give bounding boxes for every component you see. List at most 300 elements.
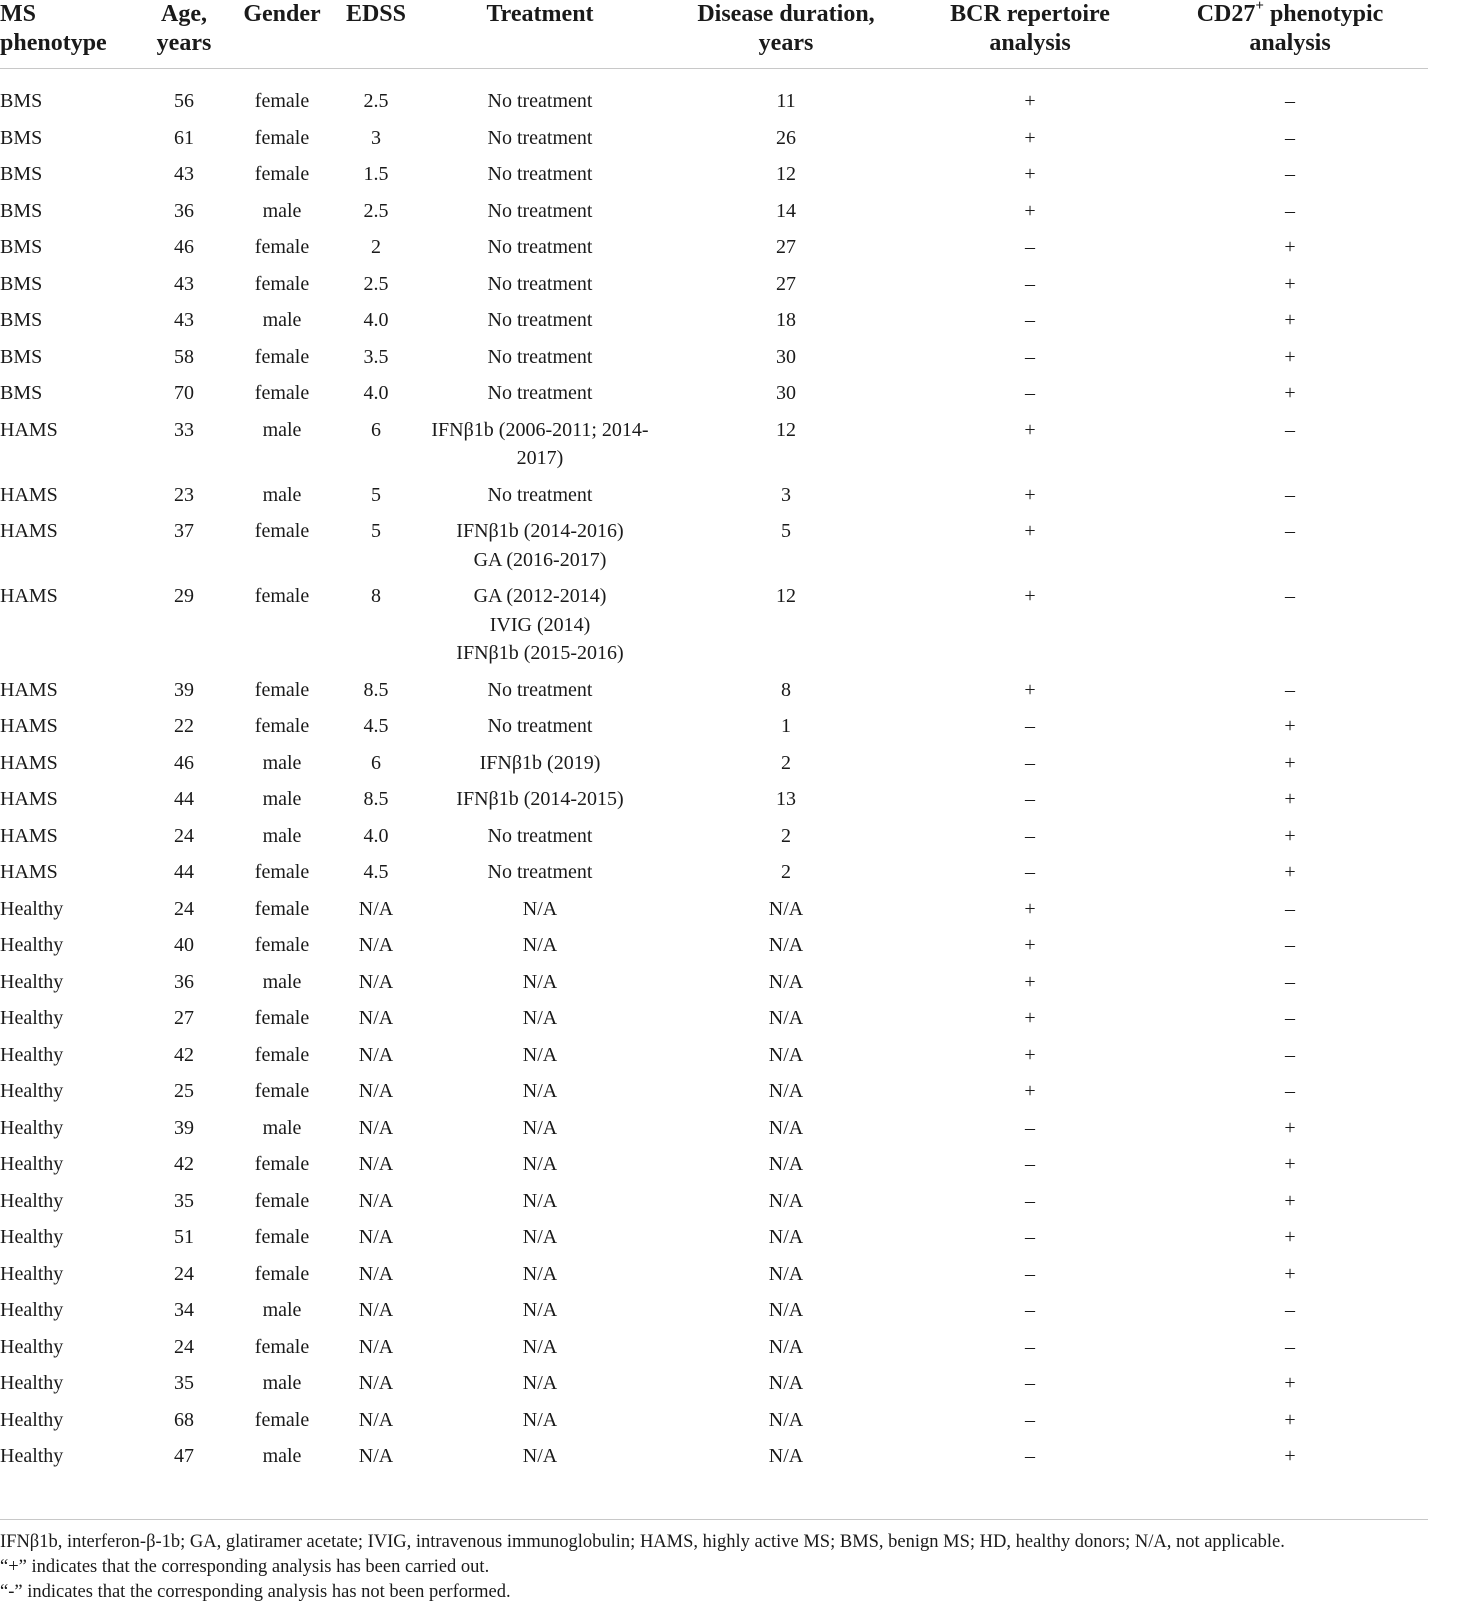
cell-treatment <box>416 379 664 416</box>
treatment-line: N/A <box>522 1153 558 1175</box>
cell-disease-duration: N/A <box>768 934 804 956</box>
cell-treatment <box>416 1333 664 1370</box>
treatment-line: N/A <box>522 1299 558 1321</box>
cell-gender: female <box>254 585 310 607</box>
header-line: Disease duration, <box>697 1 875 27</box>
cell-cd27-analysis: – <box>1285 1299 1295 1321</box>
cell-bcr-analysis: – <box>1025 788 1035 810</box>
cell-gender: female <box>254 126 310 149</box>
cell-ms-phenotype: Healthy <box>0 1080 64 1102</box>
cell-disease-duration: 2 <box>781 861 791 883</box>
treatment-line: No treatment <box>487 715 593 737</box>
cell-edss: 8.5 <box>363 678 389 701</box>
cell-ms-phenotype: HAMS <box>0 824 58 847</box>
treatment-line: N/A <box>522 1189 558 1212</box>
treatment-line: IFNβ1b (2014-2016) <box>456 520 624 542</box>
cell-treatment <box>416 1296 664 1333</box>
cell-ms-phenotype: Healthy <box>0 1007 64 1029</box>
cell-disease-duration: N/A <box>768 897 804 920</box>
cell-disease-duration: 2 <box>781 824 791 847</box>
cell-age: 68 <box>174 1408 194 1431</box>
cell-gender: female <box>254 1043 310 1066</box>
cell-ms-phenotype: Healthy <box>0 1226 64 1248</box>
cell-age: 46 <box>174 236 194 258</box>
treatment-line: N/A <box>522 1043 558 1066</box>
cell-gender: female <box>254 520 310 542</box>
cell-ms-phenotype: HAMS <box>0 751 58 774</box>
cell-edss: N/A <box>358 1226 394 1248</box>
cell-bcr-analysis: + <box>1024 483 1036 506</box>
table-row <box>0 1114 1428 1151</box>
cell-ms-phenotype: BMS <box>0 199 43 222</box>
table-row <box>0 931 1428 968</box>
treatment-line: IFNβ1b (2019) <box>479 751 601 774</box>
treatment-line: N/A <box>522 1007 558 1029</box>
cell-treatment <box>416 416 664 481</box>
cell-edss: N/A <box>358 1335 394 1358</box>
cell-treatment <box>416 931 664 968</box>
table-footnotes <box>0 1519 1428 1605</box>
cell-treatment <box>416 676 664 713</box>
cell-age: 24 <box>174 824 194 847</box>
cell-ms-phenotype: Healthy <box>0 1408 64 1431</box>
cell-edss: N/A <box>358 1299 394 1321</box>
cell-treatment <box>416 1004 664 1041</box>
cell-cd27-analysis: + <box>1284 1116 1296 1139</box>
cell-bcr-analysis: – <box>1025 1299 1035 1321</box>
cell-disease-duration: 5 <box>781 520 791 542</box>
cell-disease-duration: 12 <box>776 418 796 441</box>
cell-ms-phenotype: HAMS <box>0 678 58 701</box>
cell-ms-phenotype: HAMS <box>0 861 58 883</box>
cell-cd27-analysis: – <box>1285 1335 1295 1358</box>
cell-cd27-analysis: – <box>1285 585 1295 607</box>
cell-cd27-analysis: + <box>1284 1153 1296 1175</box>
cell-edss: 4.5 <box>363 715 389 737</box>
cell-ms-phenotype: HAMS <box>0 520 58 542</box>
cell-disease-duration: 1 <box>781 715 791 737</box>
cell-disease-duration: 12 <box>776 163 796 185</box>
cell-disease-duration: 3 <box>781 483 791 506</box>
cell-bcr-analysis: + <box>1024 90 1036 112</box>
cell-disease-duration: N/A <box>768 1335 804 1358</box>
table-row <box>0 1333 1428 1370</box>
cell-edss: 8.5 <box>363 788 389 810</box>
cell-bcr-analysis: + <box>1024 126 1036 149</box>
cell-age: 24 <box>174 1262 194 1285</box>
cell-cd27-analysis: + <box>1284 861 1296 883</box>
cell-gender: female <box>254 1262 310 1285</box>
cell-ms-phenotype: BMS <box>0 163 43 185</box>
header-text: CD27 <box>1196 1 1256 27</box>
cell-cd27-analysis: + <box>1284 382 1296 404</box>
treatment-line: No treatment <box>487 163 593 185</box>
cell-treatment <box>416 749 664 786</box>
cell-ms-phenotype: HAMS <box>0 788 58 810</box>
cell-ms-phenotype: Healthy <box>0 1299 64 1321</box>
cell-age: 44 <box>174 788 194 810</box>
cell-treatment <box>416 582 664 676</box>
cell-gender: female <box>254 163 310 185</box>
header-text: phenotypic <box>1269 1 1384 27</box>
cell-gender: male <box>262 824 302 847</box>
table-row <box>0 306 1428 343</box>
header-bcr-repertoire <box>908 0 1152 69</box>
header-gender <box>228 0 336 69</box>
cell-disease-duration: N/A <box>768 1445 804 1467</box>
cell-treatment <box>416 895 664 932</box>
cell-bcr-analysis: + <box>1024 520 1036 542</box>
cell-bcr-analysis: + <box>1024 897 1036 920</box>
cell-age: 70 <box>174 382 194 404</box>
cell-bcr-analysis: – <box>1025 824 1035 847</box>
cell-disease-duration: N/A <box>768 1080 804 1102</box>
cell-ms-phenotype: Healthy <box>0 1043 64 1066</box>
cell-cd27-analysis: – <box>1285 897 1295 920</box>
cell-cd27-analysis: – <box>1285 1007 1295 1029</box>
treatment-line: No treatment <box>487 861 593 883</box>
table-row <box>0 822 1428 859</box>
cell-age: 24 <box>174 1335 194 1358</box>
cell-edss: N/A <box>358 934 394 956</box>
cell-gender: female <box>254 345 310 368</box>
cell-disease-duration: N/A <box>768 1372 804 1394</box>
treatment-line: No treatment <box>487 483 593 506</box>
cell-disease-duration: 30 <box>776 382 796 404</box>
table-body <box>0 69 1428 1479</box>
cell-treatment <box>416 712 664 749</box>
treatment-line: GA (2012-2014) <box>473 585 607 607</box>
footnote-minus: “-” indicates that the corresponding analysis has not been performed. <box>0 1582 511 1602</box>
cell-ms-phenotype: HAMS <box>0 715 58 737</box>
cell-bcr-analysis: – <box>1025 715 1035 737</box>
treatment-line: N/A <box>522 1080 558 1102</box>
footnote-abbreviations: IFNβ1b, interferon-β-1b; GA, glatiramer acetate; IVIG, intravenous immunoglobulin; HAMS, highly active MS; BMS, benign MS; HD, healthy donors; N/A, not applicable. <box>0 1532 1285 1552</box>
cell-edss: N/A <box>358 1189 394 1212</box>
treatment-line: No treatment <box>487 824 593 847</box>
cell-gender: female <box>254 678 310 701</box>
cell-edss: 5 <box>371 483 381 506</box>
cell-ms-phenotype: BMS <box>0 382 43 404</box>
cell-cd27-analysis: – <box>1285 199 1295 222</box>
header-line: years <box>156 30 212 56</box>
treatment-line: No treatment <box>487 272 593 295</box>
header-line <box>1154 0 1426 29</box>
cell-ms-phenotype: Healthy <box>0 1189 64 1212</box>
cell-cd27-analysis: – <box>1285 678 1295 701</box>
cell-age: 61 <box>174 126 194 149</box>
header-cd27-phenotypic <box>1152 0 1428 69</box>
cell-bcr-analysis: + <box>1024 1080 1036 1102</box>
cell-treatment <box>416 1260 664 1297</box>
treatment-line: No treatment <box>487 345 593 368</box>
cell-bcr-analysis: – <box>1025 345 1035 368</box>
cell-cd27-analysis: – <box>1285 520 1295 542</box>
cell-cd27-analysis: + <box>1284 824 1296 847</box>
header-line: EDSS <box>345 1 407 27</box>
cell-disease-duration: N/A <box>768 1408 804 1431</box>
cell-age: 46 <box>174 751 194 774</box>
cell-treatment <box>416 1041 664 1078</box>
cell-age: 56 <box>174 90 194 112</box>
cell-gender: male <box>262 751 302 774</box>
header-line: analysis <box>1249 30 1331 56</box>
cell-age: 39 <box>174 1116 194 1139</box>
cell-gender: male <box>262 199 302 222</box>
table-row <box>0 785 1428 822</box>
cell-edss: N/A <box>358 897 394 920</box>
cell-bcr-analysis: + <box>1024 934 1036 956</box>
cell-bcr-analysis: – <box>1025 1445 1035 1467</box>
cell-treatment <box>416 517 664 582</box>
cell-gender: female <box>254 861 310 883</box>
cell-disease-duration: N/A <box>768 1116 804 1139</box>
cell-age: 23 <box>174 483 194 506</box>
cell-cd27-analysis: – <box>1285 1043 1295 1066</box>
cell-disease-duration: 18 <box>776 309 796 331</box>
table-row <box>0 968 1428 1005</box>
cell-ms-phenotype: BMS <box>0 90 43 112</box>
cell-treatment <box>416 124 664 161</box>
cell-cd27-analysis: + <box>1284 1372 1296 1394</box>
cell-edss: N/A <box>358 1153 394 1175</box>
table-row <box>0 69 1428 124</box>
cell-gender: female <box>254 382 310 404</box>
cell-treatment <box>416 822 664 859</box>
cell-bcr-analysis: – <box>1025 236 1035 258</box>
treatment-line: IVIG (2014) <box>489 613 591 636</box>
cell-treatment <box>416 968 664 1005</box>
cell-cd27-analysis: + <box>1284 345 1296 368</box>
cell-cd27-analysis: – <box>1285 163 1295 185</box>
cell-ms-phenotype: HAMS <box>0 585 58 607</box>
header-line: BCR repertoire <box>950 1 1110 27</box>
treatment-line: N/A <box>522 1226 558 1248</box>
treatment-line: N/A <box>522 897 558 920</box>
cell-edss: N/A <box>358 1043 394 1066</box>
cell-age: 33 <box>174 418 194 441</box>
table-row <box>0 270 1428 307</box>
table-row <box>0 197 1428 234</box>
cell-cd27-analysis: – <box>1285 970 1295 993</box>
cell-edss: 5 <box>371 520 381 542</box>
cell-cd27-analysis: + <box>1284 1445 1296 1467</box>
cell-disease-duration: N/A <box>768 1153 804 1175</box>
table-row <box>0 582 1428 676</box>
cell-bcr-analysis: – <box>1025 751 1035 774</box>
cell-treatment <box>416 1150 664 1187</box>
cell-age: 24 <box>174 897 194 920</box>
cell-bcr-analysis: + <box>1024 418 1036 441</box>
cell-cd27-analysis: + <box>1284 1226 1296 1248</box>
table-row <box>0 1077 1428 1114</box>
treatment-line: N/A <box>522 1262 558 1285</box>
table-row <box>0 343 1428 380</box>
cell-bcr-analysis: – <box>1025 309 1035 331</box>
treatment-line: N/A <box>522 934 558 956</box>
cell-ms-phenotype: BMS <box>0 236 43 258</box>
cell-treatment <box>416 343 664 380</box>
cell-edss: 2.5 <box>363 90 389 112</box>
cell-edss: N/A <box>358 1445 394 1467</box>
header-ms-phenotype <box>0 0 140 69</box>
cell-edss: 6 <box>371 751 381 774</box>
cell-disease-duration: 2 <box>781 751 791 774</box>
cell-gender: female <box>254 897 310 920</box>
table-row <box>0 1187 1428 1224</box>
cell-treatment <box>416 1406 664 1443</box>
cell-edss: 3.5 <box>363 345 389 368</box>
cell-age: 35 <box>174 1189 194 1212</box>
table-row <box>0 416 1428 481</box>
cell-disease-duration: N/A <box>768 970 804 993</box>
cell-gender: female <box>254 90 310 112</box>
cell-edss: N/A <box>358 970 394 993</box>
cell-age: 42 <box>174 1043 194 1066</box>
table-row <box>0 481 1428 518</box>
cell-gender: female <box>254 1189 310 1212</box>
cell-disease-duration: 8 <box>781 678 791 701</box>
cell-ms-phenotype: Healthy <box>0 1116 64 1139</box>
treatment-line: N/A <box>522 1372 558 1394</box>
cell-edss: 3 <box>371 126 381 149</box>
table-row <box>0 858 1428 895</box>
cell-gender: female <box>254 236 310 258</box>
cell-treatment <box>416 1223 664 1260</box>
cell-cd27-analysis: + <box>1284 1189 1296 1212</box>
header-line: Gender <box>243 1 321 27</box>
table-row <box>0 1004 1428 1041</box>
cell-bcr-analysis: – <box>1025 272 1035 295</box>
cell-gender: male <box>262 483 302 506</box>
table-row <box>0 1369 1428 1406</box>
cell-cd27-analysis: + <box>1284 309 1296 331</box>
header-line: analysis <box>989 30 1071 56</box>
cell-age: 47 <box>174 1445 194 1467</box>
table-row <box>0 160 1428 197</box>
cell-disease-duration: 14 <box>776 199 796 222</box>
cell-gender: female <box>254 1408 310 1431</box>
cell-gender: male <box>262 1372 302 1394</box>
header-treatment <box>416 0 664 69</box>
table-row <box>0 1260 1428 1297</box>
cell-age: 44 <box>174 861 194 883</box>
cell-bcr-analysis: + <box>1024 1043 1036 1066</box>
cell-bcr-analysis: – <box>1025 382 1035 404</box>
cell-disease-duration: 26 <box>776 126 796 149</box>
cell-cd27-analysis: + <box>1284 1262 1296 1285</box>
cell-bcr-analysis: + <box>1024 585 1036 607</box>
cell-cd27-analysis: – <box>1285 418 1295 441</box>
table-row <box>0 749 1428 786</box>
cell-edss: 2.5 <box>363 272 389 295</box>
cell-ms-phenotype: BMS <box>0 345 43 368</box>
table-row <box>0 676 1428 713</box>
header-line: phenotype <box>0 30 107 56</box>
cell-edss: 4.0 <box>363 824 389 847</box>
cell-cd27-analysis: – <box>1285 483 1295 506</box>
table-row <box>0 1150 1428 1187</box>
cell-edss: N/A <box>358 1262 394 1285</box>
cell-ms-phenotype: Healthy <box>0 934 64 956</box>
cell-cd27-analysis: + <box>1284 272 1296 295</box>
cell-bcr-analysis: – <box>1025 1189 1035 1212</box>
treatment-line: 2017) <box>516 447 564 469</box>
cell-cd27-analysis: + <box>1284 751 1296 774</box>
cell-gender: female <box>254 1153 310 1175</box>
cell-gender: female <box>254 272 310 295</box>
table-row <box>0 379 1428 416</box>
table-row <box>0 1442 1428 1479</box>
header-line: MS <box>0 1 36 27</box>
cell-bcr-analysis: + <box>1024 970 1036 993</box>
cell-disease-duration: N/A <box>768 1262 804 1285</box>
header-edss <box>336 0 416 69</box>
table-row <box>0 1406 1428 1443</box>
table-row <box>0 233 1428 270</box>
cell-edss: 4.0 <box>363 309 389 331</box>
treatment-line: IFNβ1b (2015-2016) <box>456 642 624 664</box>
cell-age: 37 <box>174 520 194 542</box>
treatment-line: No treatment <box>487 199 593 222</box>
treatment-line: N/A <box>522 1445 558 1467</box>
cell-bcr-analysis: – <box>1025 1116 1035 1139</box>
table-header-row <box>0 0 1428 69</box>
cell-gender: male <box>262 1445 302 1467</box>
header-line: Treatment <box>486 1 594 27</box>
treatment-line: No treatment <box>487 236 593 258</box>
cell-gender: female <box>254 1335 310 1358</box>
cell-age: 51 <box>174 1226 194 1248</box>
cell-gender: female <box>254 1226 310 1248</box>
cell-bcr-analysis: – <box>1025 1226 1035 1248</box>
cell-edss: 1.5 <box>363 163 389 185</box>
cell-edss: 4.0 <box>363 382 389 404</box>
header-age <box>140 0 228 69</box>
cell-edss: N/A <box>358 1080 394 1102</box>
cell-age: 36 <box>174 199 194 222</box>
cell-bcr-analysis: – <box>1025 1153 1035 1175</box>
treatment-line: IFNβ1b (2006-2011; 2014- <box>431 418 649 441</box>
cell-gender: female <box>254 1007 310 1029</box>
cell-gender: male <box>262 788 302 810</box>
cell-disease-duration: N/A <box>768 1043 804 1066</box>
cell-cd27-analysis: + <box>1284 788 1296 810</box>
cell-edss: N/A <box>358 1007 394 1029</box>
cell-bcr-analysis: + <box>1024 163 1036 185</box>
table-row <box>0 517 1428 582</box>
cell-edss: N/A <box>358 1116 394 1139</box>
cell-treatment <box>416 160 664 197</box>
cell-bcr-analysis: – <box>1025 1262 1035 1285</box>
cell-disease-duration: N/A <box>768 1226 804 1248</box>
cell-gender: female <box>254 1080 310 1102</box>
cell-ms-phenotype: Healthy <box>0 1372 64 1394</box>
cell-cd27-analysis: – <box>1285 1080 1295 1102</box>
cell-treatment <box>416 1442 664 1479</box>
treatment-line: No treatment <box>487 678 593 701</box>
cell-treatment <box>416 197 664 234</box>
cell-cd27-analysis: + <box>1284 1408 1296 1431</box>
cell-ms-phenotype: BMS <box>0 309 43 331</box>
cell-edss: 4.5 <box>363 861 389 883</box>
table-row <box>0 895 1428 932</box>
cell-disease-duration: N/A <box>768 1007 804 1029</box>
cell-gender: male <box>262 309 302 331</box>
cell-ms-phenotype: HAMS <box>0 483 58 506</box>
cell-age: 43 <box>174 272 194 295</box>
cell-gender: male <box>262 418 302 441</box>
